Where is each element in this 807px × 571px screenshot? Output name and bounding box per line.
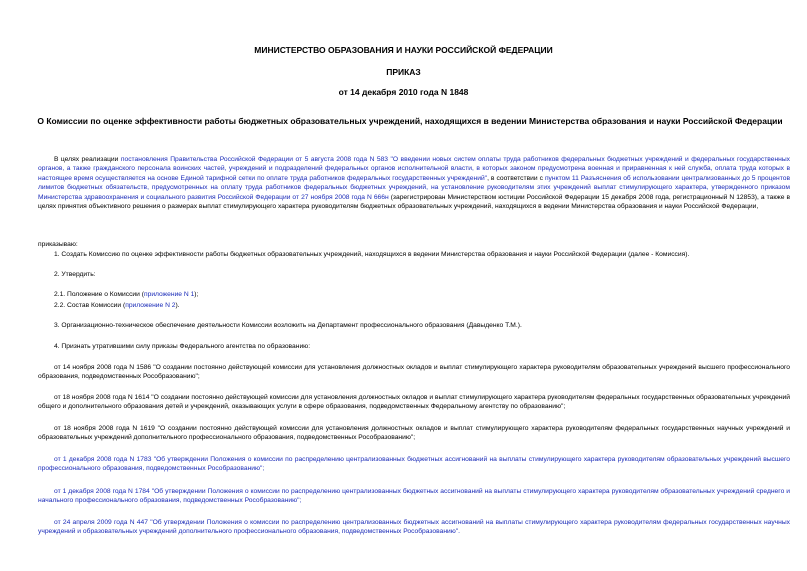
- repealed-order-1619: от 18 ноября 2008 года N 1619 "О создании постоянно действующей комиссии для установления должностных окладов и выплат стимулирующего характера руководителям федеральных государственных научных учреждений и образовательных учреждений дополнительного профессионального образования, подведомственных Рособразованию";: [38, 425, 790, 442]
- document-title: О Комиссии по оценке эффективности работы бюджетных образовательных учреждений, находящихся в ведении Министерства образования и науки Российской Федерации: [37, 116, 783, 126]
- item-1: 1. Создать Комиссию по оценке эффективности работы бюджетных образовательных учреждений, находящихся в ведении Министерства образования и науки Российской Федерации (далее - Комиссия).: [54, 251, 690, 258]
- item-2-1: [54, 291, 198, 298]
- ministry-header: МИНИСТЕРСТВО ОБРАЗОВАНИЯ И НАУКИ РОССИЙСКОЙ ФЕДЕРАЦИИ: [254, 45, 553, 55]
- repealed-order-1614: от 18 ноября 2008 года N 1614 "О создании постоянно действующей комиссии для установления должностных окладов и выплат стимулирующего характера руководителям федеральных государственных образовательных учреждений общего и дополнительного образования детей и учреждений, оказывающих услуги в сфере образования, подведомственных Федеральному агентству по образованию";: [38, 394, 791, 411]
- appendix-1-link[interactable]: приложение N 1: [143, 291, 195, 298]
- preamble-text-1: В целях реализации: [54, 156, 121, 163]
- item-2-1-end: );: [194, 291, 199, 298]
- repealed-order-1586: от 14 ноября 2008 года N 1586 "О создании постоянно действующей комиссии для установления должностных окладов и выплат стимулирующего характера руководителям образовательных учреждений высшего профессионального образования, подведомственных Рособразованию";: [38, 364, 790, 381]
- item-2-2-end: ).: [175, 302, 180, 309]
- repealed-order-1784-link[interactable]: от 1 декабря 2008 года N 1784 "Об утверждении Положения о комиссии по распределению централизованных бюджетных ассигнований на выплаты стимулирующего характера руководителям образовательных учреждений среднего и начального профессионального образования, подведомственных Рособразованию";: [38, 488, 790, 505]
- preamble-text-3: (зарегистрирован Министерством юстиции Российской Федерации 15 декабря 2008 года, регистрационный N 12853), а также в целях принятия объективного решения о размерах выплат стимулирующего характера руководителям бюджетных образовательных учреждений, находящихся в ведении Министерства образования и науки Российской Федерации,: [38, 193, 790, 211]
- document-date-number: от 14 декабря 2010 года N 1848: [338, 87, 469, 97]
- item-3: 3. Организационно-техническое обеспечение деятельности Комиссии возложить на Департамент профессионального образования (Давыденко Т.М.).: [54, 322, 522, 329]
- preamble-text-2: , в соответствии с: [487, 174, 545, 182]
- appendix-2-link[interactable]: приложение N 2: [125, 302, 176, 309]
- item-2-1-text: 2.1. Положение о Комиссии (: [54, 291, 144, 298]
- decree-583-link[interactable]: постановления Правительства Российской Федерации от 5 августа 2008 года N 583 "О введении новых систем оплаты труда работников федеральных бюджетных учреждений и федеральных государственных органов, а также гражданского персонала воинских частей, учреждений и подразделений федеральных органов исполнительной власти, в которых законом предусмотрена военная и приравненная к ней служба, оплата труда которых в настоящее время осуществляется на основе Единой тарифной сетки по оплате труда работников федеральных государственных учреждений": [38, 156, 790, 182]
- item-2: 2. Утвердить:: [54, 271, 96, 278]
- document-type: ПРИКАЗ: [386, 67, 421, 77]
- item-2-2-text: 2.2. Состав Комиссии (: [54, 302, 126, 309]
- repealed-order-1783-link[interactable]: от 1 декабря 2008 года N 1783 "Об утверждении Положения о комиссии по распределению централизованных бюджетных ассигнований на выплаты стимулирующего характера руководителям образовательных учреждений высшего профессионального образования, подведомственных Рособразованию";: [38, 456, 790, 473]
- prikazyvayu-label: приказываю:: [38, 241, 78, 248]
- item-2-2: [54, 302, 180, 309]
- preamble-paragraph: [38, 155, 790, 211]
- item-4: 4. Признать утратившими силу приказы Федерального агентства по образованию:: [54, 343, 311, 350]
- repealed-order-447-link[interactable]: от 24 апреля 2009 года N 447 "Об утверждении Положения о комиссии по распределению централизованных бюджетных ассигнований на выплаты стимулирующего характера руководителям федеральных государственных научных учреждений и образовательных учреждений дополнительного профессионального образования, подведомственных Рособразованию".: [38, 519, 790, 536]
- order-666n-link[interactable]: пунктом 11 Разъяснения об использовании централизованных до 5 процентов лимитов бюджетных обязательств, предусмотренных на оплату труда работников федеральных бюджетных учреждений, на установление руководителям этих учреждений выплат стимулирующего характера, утвержденного приказом Министерства здравоохранения и социального развития Российской Федерации от 27 ноября 2008 года N 666н: [38, 174, 790, 201]
